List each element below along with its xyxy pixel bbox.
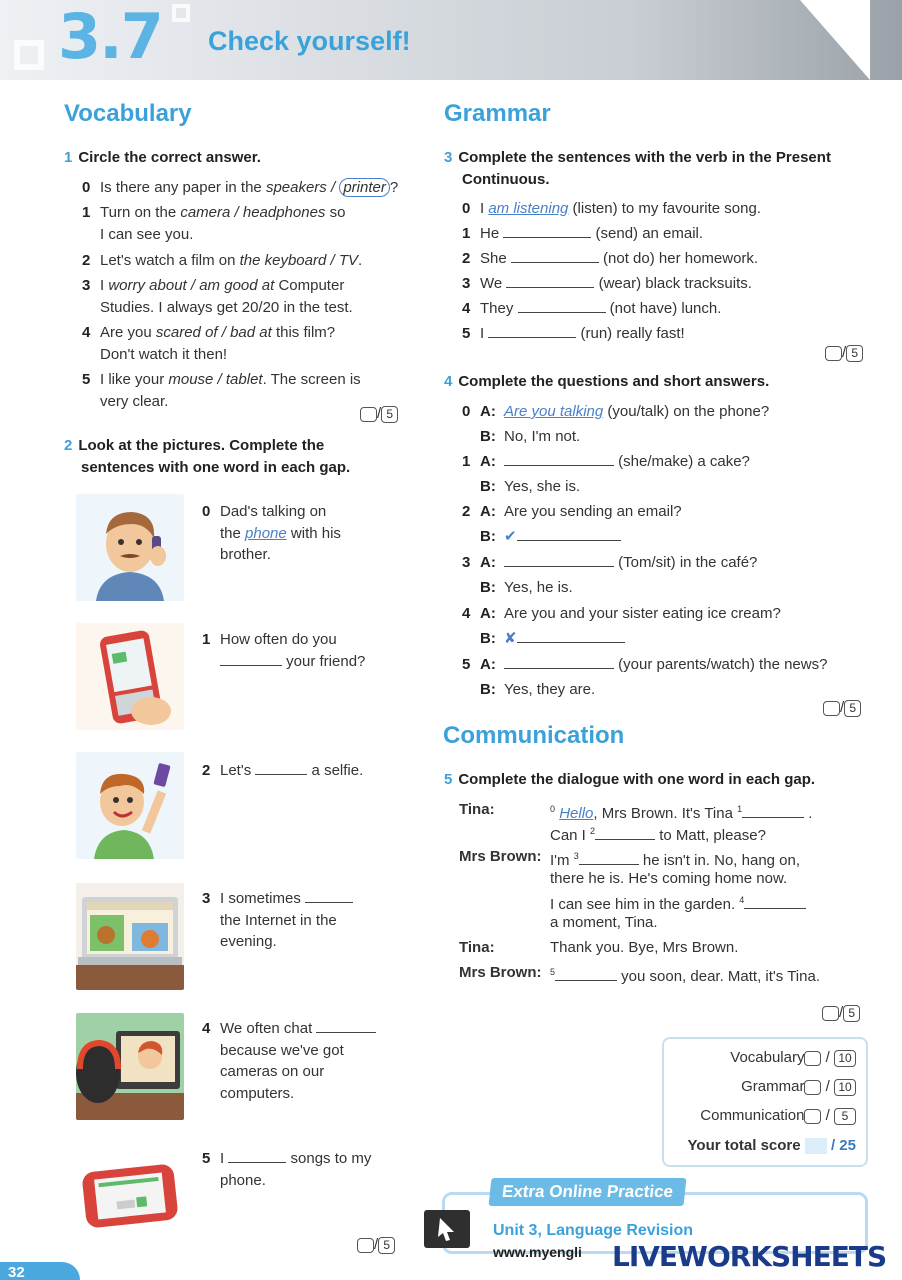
extra-line-1: Unit 3, Language Revision — [493, 1222, 694, 1239]
picture-video-chat — [76, 1013, 184, 1120]
extra-practice-tag: Extra Online Practice — [489, 1178, 687, 1206]
ex4-instruction: 4 Complete the questions and short answers. — [444, 373, 770, 390]
speaker-tina: Tina: — [459, 801, 495, 818]
ex2-item-1[interactable]: 1 How often do you your friend? — [202, 631, 366, 670]
ex3-item-2[interactable]: 2 She (not do) her homework. — [462, 250, 759, 267]
ex4-line[interactable]: 5 A: (your parents/watch) the news? — [462, 656, 828, 673]
ex3-instruction: 3 Complete the sentences with the verb in the Present Continuous. — [444, 149, 831, 188]
cross-icon: ✘ — [504, 630, 517, 647]
ex3-item-5[interactable]: 5 I (run) really fast! — [462, 325, 685, 342]
dialogue-line-3[interactable]: I'm $^3$ he isn't in. No, hang on, — [550, 851, 801, 869]
decor-square — [14, 40, 44, 70]
circled-answer[interactable]: printer — [339, 178, 390, 197]
score-input[interactable] — [360, 407, 377, 422]
ex3-item-3[interactable]: 3 We (wear) black tracksuits. — [462, 275, 752, 292]
score-input[interactable] — [804, 1051, 821, 1066]
gap[interactable] — [517, 527, 621, 541]
summary-row: Vocabulary / 10 — [730, 1049, 856, 1067]
ex1-score: / 5 — [360, 405, 398, 423]
dialogue-line-6: a moment, Tina. — [550, 914, 658, 931]
ex2-item-0: 0 Dad's talking on the phone with his brother. — [202, 503, 341, 563]
ex4-line: B: Yes, they are. — [480, 681, 596, 698]
dialogue-line-2[interactable]: Can I $^2$ to Matt, please? — [550, 826, 766, 844]
ex4-line[interactable]: 3 A: (Tom/sit) in the café? — [462, 554, 758, 571]
gap[interactable] — [255, 761, 307, 775]
gap[interactable] — [503, 224, 591, 238]
ex4-line[interactable]: B: ✘ — [480, 628, 625, 650]
gap[interactable] — [316, 1019, 376, 1033]
score-input[interactable] — [804, 1080, 821, 1095]
ex2-item-4[interactable]: 4 We often chat because we've got cameras on our computers. — [202, 1018, 402, 1104]
ex3-score: / 5 — [825, 344, 863, 362]
gap[interactable] — [744, 895, 806, 909]
grammar-heading: Grammar — [444, 100, 551, 127]
decor-square — [172, 4, 190, 22]
speaker-mrs-brown: Mrs Brown: — [459, 964, 542, 981]
check-icon: ✔ — [504, 528, 517, 545]
ex4-line: 4 A: Are you and your sister eating ice cream? — [462, 605, 781, 622]
dialogue-line-5[interactable]: I can see him in the garden. $^4$ — [550, 890, 806, 916]
score-input[interactable] — [357, 1238, 374, 1253]
ex3-item-0: 0 I am listening (listen) to my favourite song. — [462, 200, 761, 217]
ex1-item-5[interactable]: 5 I like your mouse / tablet. The screen is very clear. — [82, 371, 361, 410]
liveworksheets-logo: LIVEWORKSHEETS — [612, 1240, 887, 1273]
dialogue-line-7: Thank you. Bye, Mrs Brown. — [550, 939, 739, 956]
ex4-line: B: Yes, he is. — [480, 579, 573, 596]
ex5-score: / 5 — [822, 1004, 860, 1022]
extra-link[interactable]: www.myengli — [493, 1244, 582, 1260]
gap[interactable] — [517, 629, 625, 643]
page-number: 32 — [8, 1264, 25, 1280]
ex2-instruction: 2 Look at the pictures. Complete the sentences with one word in each gap. — [64, 437, 351, 476]
score-input[interactable] — [804, 1109, 821, 1124]
ex2-score: / 5 — [357, 1236, 395, 1254]
dialogue-line-8[interactable]: $^5$ you soon, dear. Matt, it's Tina. — [550, 967, 820, 985]
total-score-input[interactable] — [805, 1138, 827, 1154]
ex4-line: B: Yes, she is. — [480, 478, 581, 495]
gap[interactable] — [579, 851, 639, 865]
summary-row: Grammar / 10 — [741, 1078, 856, 1096]
speaker-mrs-brown: Mrs Brown: — [459, 848, 542, 865]
ex1-item-3[interactable]: 3 I worry about / am good at Computer Studies. I always get 20/20 in the test. — [82, 277, 353, 316]
picture-phone-chat — [76, 623, 184, 730]
gap[interactable] — [504, 553, 614, 567]
ex4-line: 2 A: Are you sending an email? — [462, 503, 682, 520]
ex2-item-5[interactable]: 5 I songs to my phone. — [202, 1150, 372, 1189]
picture-boy-selfie — [76, 752, 184, 859]
gap[interactable] — [511, 249, 599, 263]
gap[interactable] — [742, 804, 804, 818]
ex4-line[interactable]: 1 A: (she/make) a cake? — [462, 453, 750, 470]
dialogue-line-1[interactable]: $^0$ Hello, Mrs Brown. It's Tina $^1$ . — [550, 804, 813, 822]
speaker-tina: Tina: — [459, 939, 495, 956]
dialogue-line-4: there he is. He's coming home now. — [550, 870, 788, 887]
ex1-item-2[interactable]: 2 Let's watch a film on the keyboard / TV. — [82, 252, 363, 269]
vocabulary-heading: Vocabulary — [64, 100, 192, 127]
picture-laptop-pets — [76, 883, 184, 990]
ex2-item-3[interactable]: 3 I sometimes the Internet in the evening. — [202, 888, 402, 953]
gap[interactable] — [220, 652, 282, 666]
gap[interactable] — [305, 889, 353, 903]
ex1-item-4[interactable]: 4 Are you scared of / bad at this film? Don't watch it then! — [82, 324, 336, 363]
gap[interactable] — [504, 452, 614, 466]
ex4-score: / 5 — [823, 699, 861, 717]
ex2-item-2[interactable]: 2 Let's a selfie. — [202, 762, 364, 779]
score-input[interactable] — [825, 346, 842, 361]
score-input[interactable] — [822, 1006, 839, 1021]
ex1-item-0: 0 Is there any paper in the speakers / printer ? — [82, 179, 399, 196]
ex3-item-1[interactable]: 1 He (send) an email. — [462, 225, 704, 242]
total-score-row: Your total score / 25 — [687, 1137, 856, 1154]
gap[interactable] — [518, 299, 606, 313]
gap[interactable] — [228, 1149, 286, 1163]
score-summary — [662, 1037, 868, 1167]
ex3-item-4[interactable]: 4 They (not have) lunch. — [462, 300, 722, 317]
gap[interactable] — [488, 324, 576, 338]
picture-phone-get — [76, 1142, 184, 1249]
ex4-line: B: No, I'm not. — [480, 428, 581, 445]
picture-man-phone — [76, 494, 184, 601]
banner-cut — [800, 0, 870, 80]
ex4-line[interactable]: B: ✔ — [480, 526, 621, 548]
ex4-line: 0 A: Are you talking (you/talk) on the phone? — [462, 403, 770, 420]
page-title: Check yourself! — [208, 26, 411, 56]
communication-heading: Communication — [443, 722, 625, 749]
ex1-item-1[interactable]: 1 Turn on the camera / headphones so I can see you. — [82, 204, 346, 243]
ex5-instruction: 5 Complete the dialogue with one word in each gap. — [444, 771, 816, 788]
laptop-cursor-icon — [424, 1210, 470, 1248]
gap[interactable] — [504, 655, 614, 669]
gap[interactable] — [506, 274, 594, 288]
gap[interactable] — [595, 826, 655, 840]
summary-row: Communication / 5 — [700, 1107, 856, 1125]
gap[interactable] — [555, 967, 617, 981]
score-input[interactable] — [823, 701, 840, 716]
ex1-instruction: 1 Circle the correct answer. — [64, 149, 261, 166]
unit-number: 3.7 — [58, 0, 162, 73]
